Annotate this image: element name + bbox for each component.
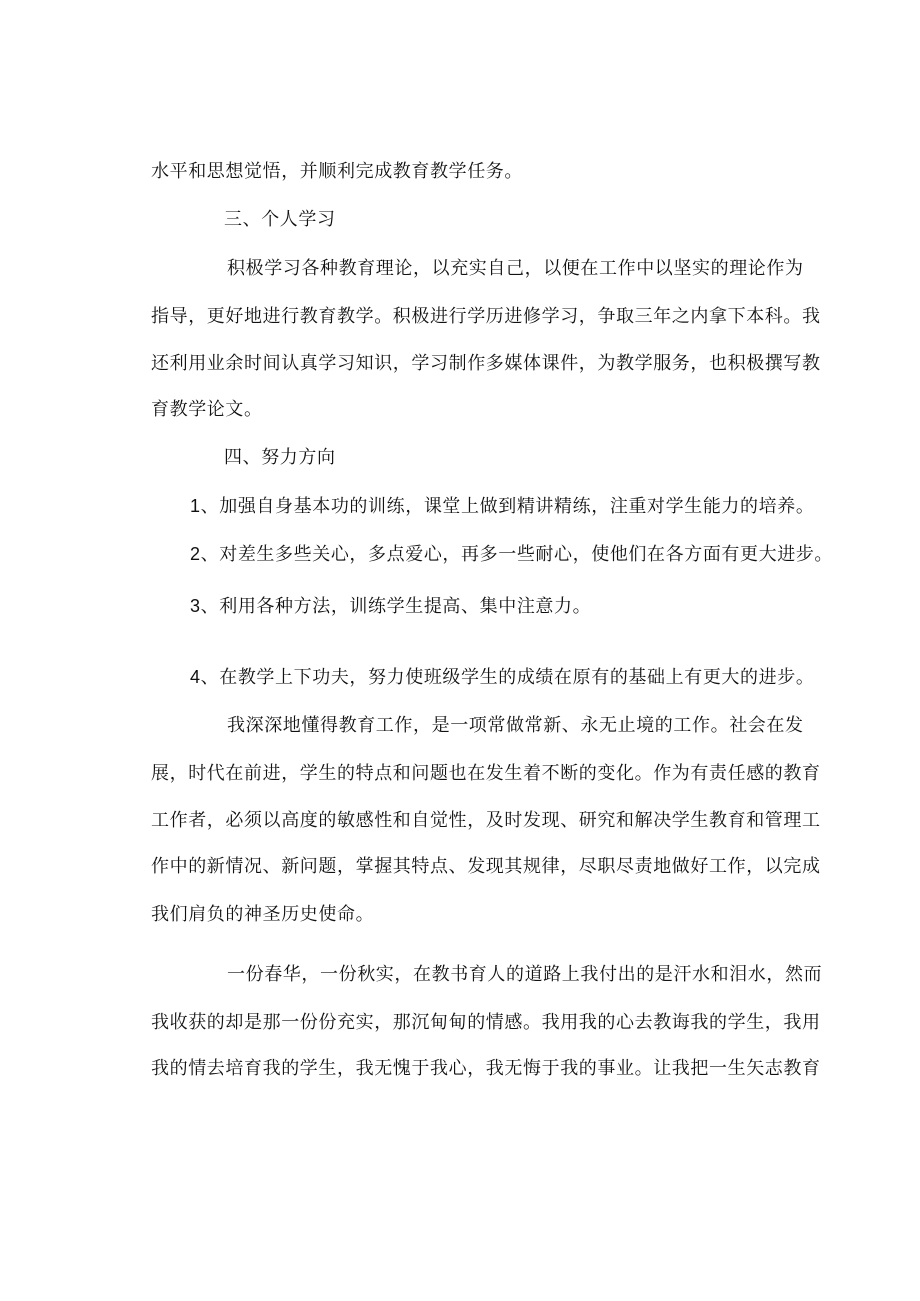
list-item-number: 3: [190, 596, 201, 616]
list-item: [190, 666, 814, 689]
reflection-paragraph-line-2: 展，时代在前进，学生的特点和问题也在发生着不断的变化。作为有责任感的教育: [151, 763, 821, 784]
list-item-text: 、在教学上下功夫，努力使班级学生的成绩在原有的基础上有更大的进步。: [200, 667, 815, 688]
list-item-number: 1: [190, 496, 201, 516]
list-item-number: 2: [190, 544, 201, 564]
reflection-paragraph-line-1: 我深深地懂得教育工作，是一项常做常新、永无止境的工作。社会在发: [227, 715, 804, 736]
study-paragraph-line-3: 还利用业余时间认真学习知识，学习制作多媒体课件，为教学服务，也积极撰写教: [151, 353, 821, 374]
closing-paragraph-line-2: 我收获的却是那一份份充实，那沉甸甸的情感。我用我的心去教诲我的学生，我用: [151, 1012, 821, 1033]
list-item: [190, 543, 833, 566]
reflection-paragraph-line-4: 作中的新情况、新问题，掌握其特点、发现其规律，尽职尽责地做好工作，以完成: [151, 856, 821, 877]
list-item: [190, 495, 814, 518]
study-paragraph-line-4: 育教学论文。: [151, 399, 263, 420]
paragraph-continuation-line: 水平和思想觉悟，并顺利完成教育教学任务。: [151, 161, 523, 182]
reflection-paragraph-line-5: 我们肩负的神圣历史使命。: [151, 904, 375, 925]
section-heading-direction: 四、努力方向: [224, 447, 336, 468]
closing-paragraph-line-1: 一份春华，一份秋实，在教书育人的道路上我付出的是汗水和泪水，然而: [227, 964, 823, 985]
list-item-text: 、加强自身基本功的训练，课堂上做到精讲精练，注重对学生能力的培养。: [200, 496, 815, 517]
list-item-number: 4: [190, 667, 201, 687]
list-item-text: 、对差生多些关心，多点爱心，再多一些耐心，使他们在各方面有更大进步。: [200, 544, 834, 565]
section-heading-personal-study: 三、个人学习: [224, 209, 336, 230]
list-item-text: 、利用各种方法，训练学生提高、集中注意力。: [200, 596, 592, 617]
study-paragraph-line-2: 指导，更好地进行教育教学。积极进行学历进修学习，争取三年之内拿下本科。我: [151, 306, 821, 327]
study-paragraph-line-1: 积极学习各种教育理论，以充实自己，以便在工作中以坚实的理论作为: [227, 258, 804, 279]
closing-paragraph-line-3: 我的情去培育我的学生，我无愧于我心，我无悔于我的事业。让我把一生矢志教育: [151, 1058, 821, 1079]
list-item: [190, 595, 591, 618]
reflection-paragraph-line-3: 工作者，必须以高度的敏感性和自觉性，及时发现、研究和解决学生教育和管理工: [151, 810, 821, 831]
